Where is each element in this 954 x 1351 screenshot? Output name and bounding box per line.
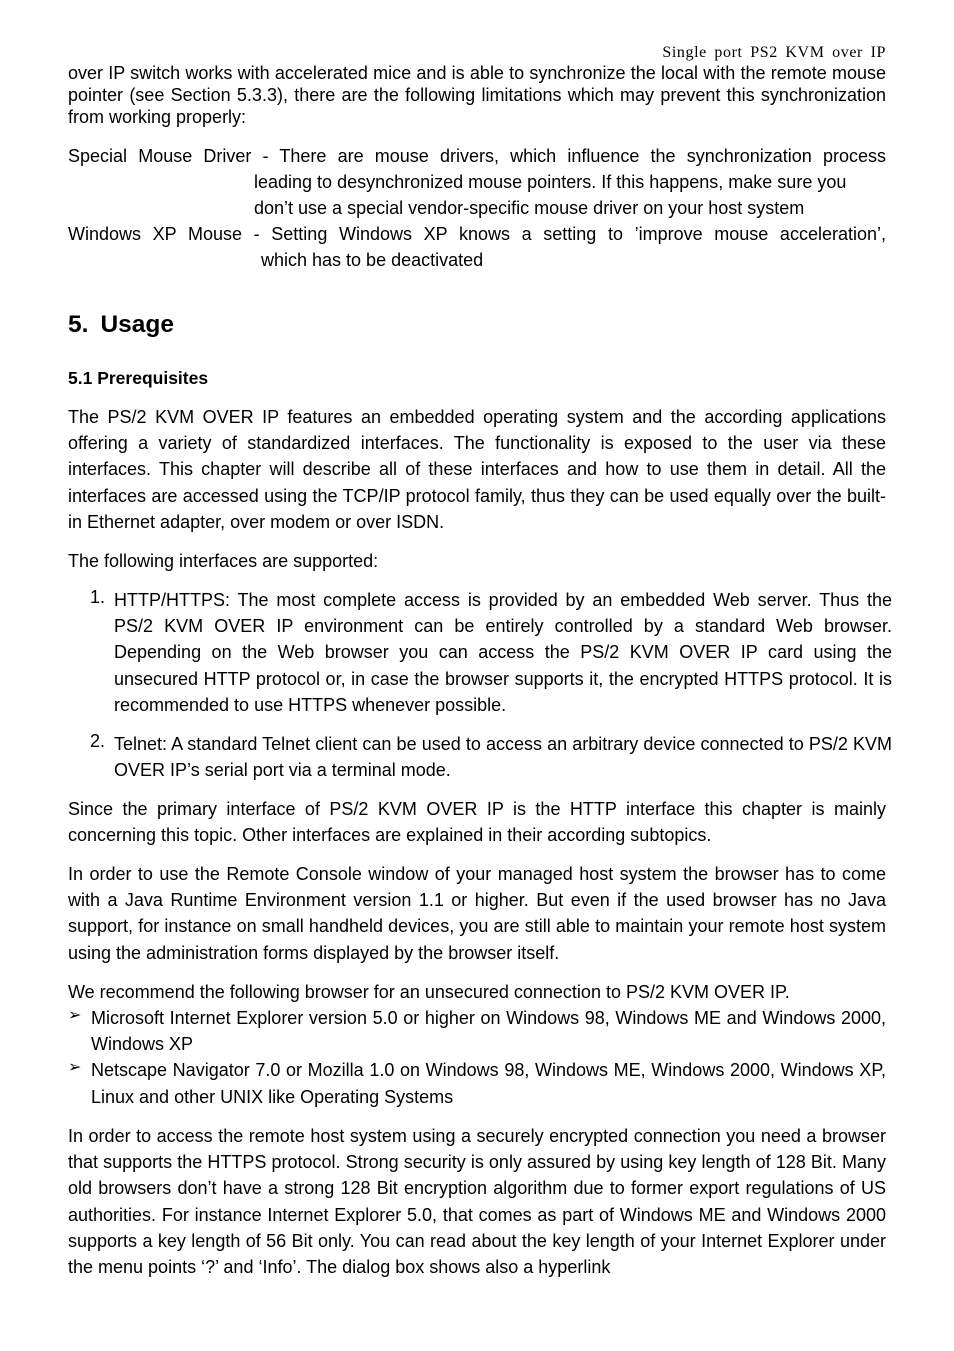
limitation-desc-line: leading to desynchronized mouse pointers. If this happens, make sure you bbox=[254, 172, 847, 192]
list-item bbox=[68, 1005, 886, 1057]
limitation-term-line: Windows XP Mouse - Setting Windows XP knows a setting to ’improve mouse acceleration’, bbox=[68, 224, 886, 244]
running-header: Single port PS2 KVM over IP bbox=[662, 44, 886, 61]
list-item-text: Microsoft Internet Explorer version 5.0 or higher on Windows 98, Windows ME and Windows 2000, Windows XP bbox=[91, 1008, 886, 1055]
limitation-desc-line: which has to be deactivated bbox=[261, 250, 484, 270]
limitation-windows-xp-mouse bbox=[68, 221, 886, 273]
paragraph-interfaces-intro: The following interfaces are supported: bbox=[68, 551, 379, 571]
limitation-special-mouse-driver bbox=[68, 143, 886, 221]
intro-continuation: over IP switch works with accelerated mice and is able to synchronize the local with the remote mouse pointer (see Section 5.3.3), there are the following limitations which may prevent this synchronization from working properly: bbox=[68, 63, 886, 127]
list-item-number: 1. bbox=[90, 587, 106, 607]
paragraph-overview: The PS/2 KVM OVER IP features an embedded operating system and the according applications offering a variety of standardized interfaces. The functionality is exposed to the user via these interfaces. This chapter will describe all of these interfaces and how to use them in detail. All the interfaces are accessed using the TCP/IP protocol family, thus they can be used equally over the built-in Ethernet adapter, over modem or over ISDN. bbox=[68, 407, 886, 532]
list-item-text: Telnet: A standard Telnet client can be used to access an arbitrary device connected to PS/2 KVM OVER IP’s serial port via a terminal mode. bbox=[114, 734, 892, 781]
list-item-number: 2. bbox=[90, 731, 106, 752]
section-title: Usage bbox=[100, 311, 174, 338]
list-item bbox=[68, 587, 892, 718]
list-item-text: HTTP/HTTPS: The most complete access is provided by an embedded Web server. Thus the PS/2 KVM OVER IP environment can be entirely controlled by a standard Web browser. Depending on the Web browser you can access the PS/2 KVM OVER IP card using the unsecured HTTP protocol or, in case the browser supports it, the encrypted HTTPS protocol. It is recommended to use HTTPS whenever possible. bbox=[114, 590, 892, 715]
section-number: 5. bbox=[68, 311, 89, 338]
limitation-term-line: Special Mouse Driver - There are mouse drivers, which influence the synchronization process bbox=[68, 146, 886, 166]
list-item bbox=[68, 731, 892, 783]
list-item bbox=[68, 1057, 886, 1109]
arrow-bullet-icon: ➢ bbox=[68, 1007, 82, 1024]
paragraph-java-requirement: In order to use the Remote Console window of your managed host system the browser has to come with a Java Runtime Environment version 1.1 or higher. But even if the used browser has no Java support, for instance on small handheld devices, you are still able to maintain your remote host system using the administration forms displayed by the browser itself. bbox=[68, 864, 886, 963]
subsection-heading: 5.1 Prerequisites bbox=[68, 368, 209, 388]
paragraph-http-primary: Since the primary interface of PS/2 KVM OVER IP is the HTTP interface this chapter is mainly concerning this topic. Other interfaces are explained in their according subtopics. bbox=[68, 799, 886, 846]
limitation-desc-line: don’t use a special vendor-specific mouse driver on your host system bbox=[254, 198, 805, 218]
browser-list bbox=[68, 1005, 886, 1110]
paragraph-browser-recommendation: We recommend the following browser for an unsecured connection to PS/2 KVM OVER IP. bbox=[68, 982, 790, 1002]
list-item-text: Netscape Navigator 7.0 or Mozilla 1.0 on Windows 98, Windows ME, Windows 2000, Windows XP, Linux and other UNIX like Operating Systems bbox=[91, 1060, 886, 1107]
arrow-bullet-icon: ➢ bbox=[68, 1059, 82, 1077]
interfaces-list bbox=[68, 587, 892, 783]
paragraph-https-security: In order to access the remote host system using a securely encrypted connection you need a browser that supports the HTTPS protocol. Strong security is only assured by using key length of 128 Bit. Many old browsers don’t have a strong 128 Bit encryption algorithm due to former export regulations of US authorities. For instance Internet Explorer 5.0, that comes as part of Windows ME and Windows 2000 supports a key length of 56 Bit only. You can read about the key length of your Internet Explorer under the menu points ‘?’ and ‘Info’. The dialog box shows also a hyperlink bbox=[68, 1126, 886, 1278]
section-heading bbox=[68, 311, 174, 339]
